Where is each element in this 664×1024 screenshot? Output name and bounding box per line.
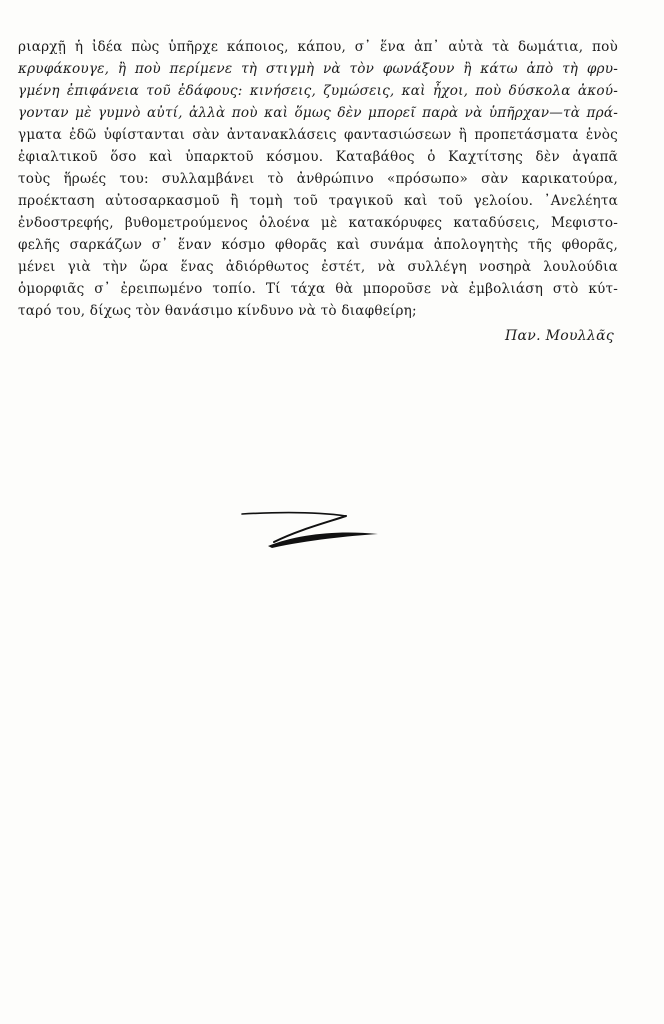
author-signature: Παν. Μουλλᾶς [505,328,614,344]
text-line-9: ἐνδοστρεφής, βυθομετρούμενος ὁλοένα μὲ κατακόρυφες καταδύσεις, Μεφιστο- [18,215,618,231]
text-line-8: προέκταση αὐτοσαρκασμοῦ ἢ τομὴ τοῦ τραγικοῦ καὶ τοῦ γελοίου. ᾽Ανελέητα [18,193,618,209]
text-line-4: γονταν μὲ γυμνὸ αὐτί, ἀλλὰ ποὺ καὶ ὅμως δὲν μπορεῖ παρὰ νὰ ὑπῆρχαν—τὰ πρά- [18,105,618,121]
text-line-13: ταρό του, δίχως τὸν θανάσιμο κίνδυνο νὰ τὸ διαφθείρη; [18,303,417,319]
text-line-10: φελῆς σαρκάζων σ᾽ ἕναν κόσμο φθορᾶς καὶ συνάμα ἀπολογητὴς τῆς φθορᾶς, [18,237,618,253]
text-line-6: ἐφιαλτικοῦ ὅσο καὶ ὑπαρκτοῦ κόσμου. Καταβάθος ὁ Καχτίτσης δὲν ἀγαπᾶ [18,149,618,165]
text-line-2: κρυφάκουγε, ἢ ποὺ περίμενε τὴ στιγμὴ νὰ τὸν φωνάξουν ἢ κάτω ἀπὸ τὴ φρυ- [18,61,618,77]
text-line-7: τοὺς ἥρωές του: συλλαμβάνει τὸ ἀνθρώπινο «πρόσωπο» σὰν καρικατούρα, [18,171,618,187]
text-line-3: γμένη ἐπιφάνεια τοῦ ἐδάφους: κινήσεις, ζυμώσεις, καὶ ἦχοι, ποὺ δύσκολα ἀκού- [18,83,618,99]
text-line-11: μένει γιὰ τὴν ὥρα ἕνας ἀδιόρθωτος ἐστέτ, νὰ συλλέγη νοσηρὰ λουλούδια [18,259,618,275]
text-line-12: ὁμορφιᾶς σ᾽ ἐρειπωμένο τοπίο. Τί τάχα θὰ μποροῦσε νὰ ἐμβολιάση στὸ κύτ- [18,281,618,297]
text-line-1: ριαρχῇ ἡ ἰδέα πὼς ὑπῆρχε κάποιος, κάπου, σ᾽ ἕνα ἀπ᾽ αὐτὰ τὰ δωμάτια, ποὺ [18,39,618,55]
text-line-5: γματα ἐδῶ ὑφίστανται σὰν ἀντανακλάσεις φαντασιώσεων ἢ προπετάσματα ἑνὸς [18,127,618,143]
end-flourish-icon [238,500,380,560]
body-text [18,36,618,322]
